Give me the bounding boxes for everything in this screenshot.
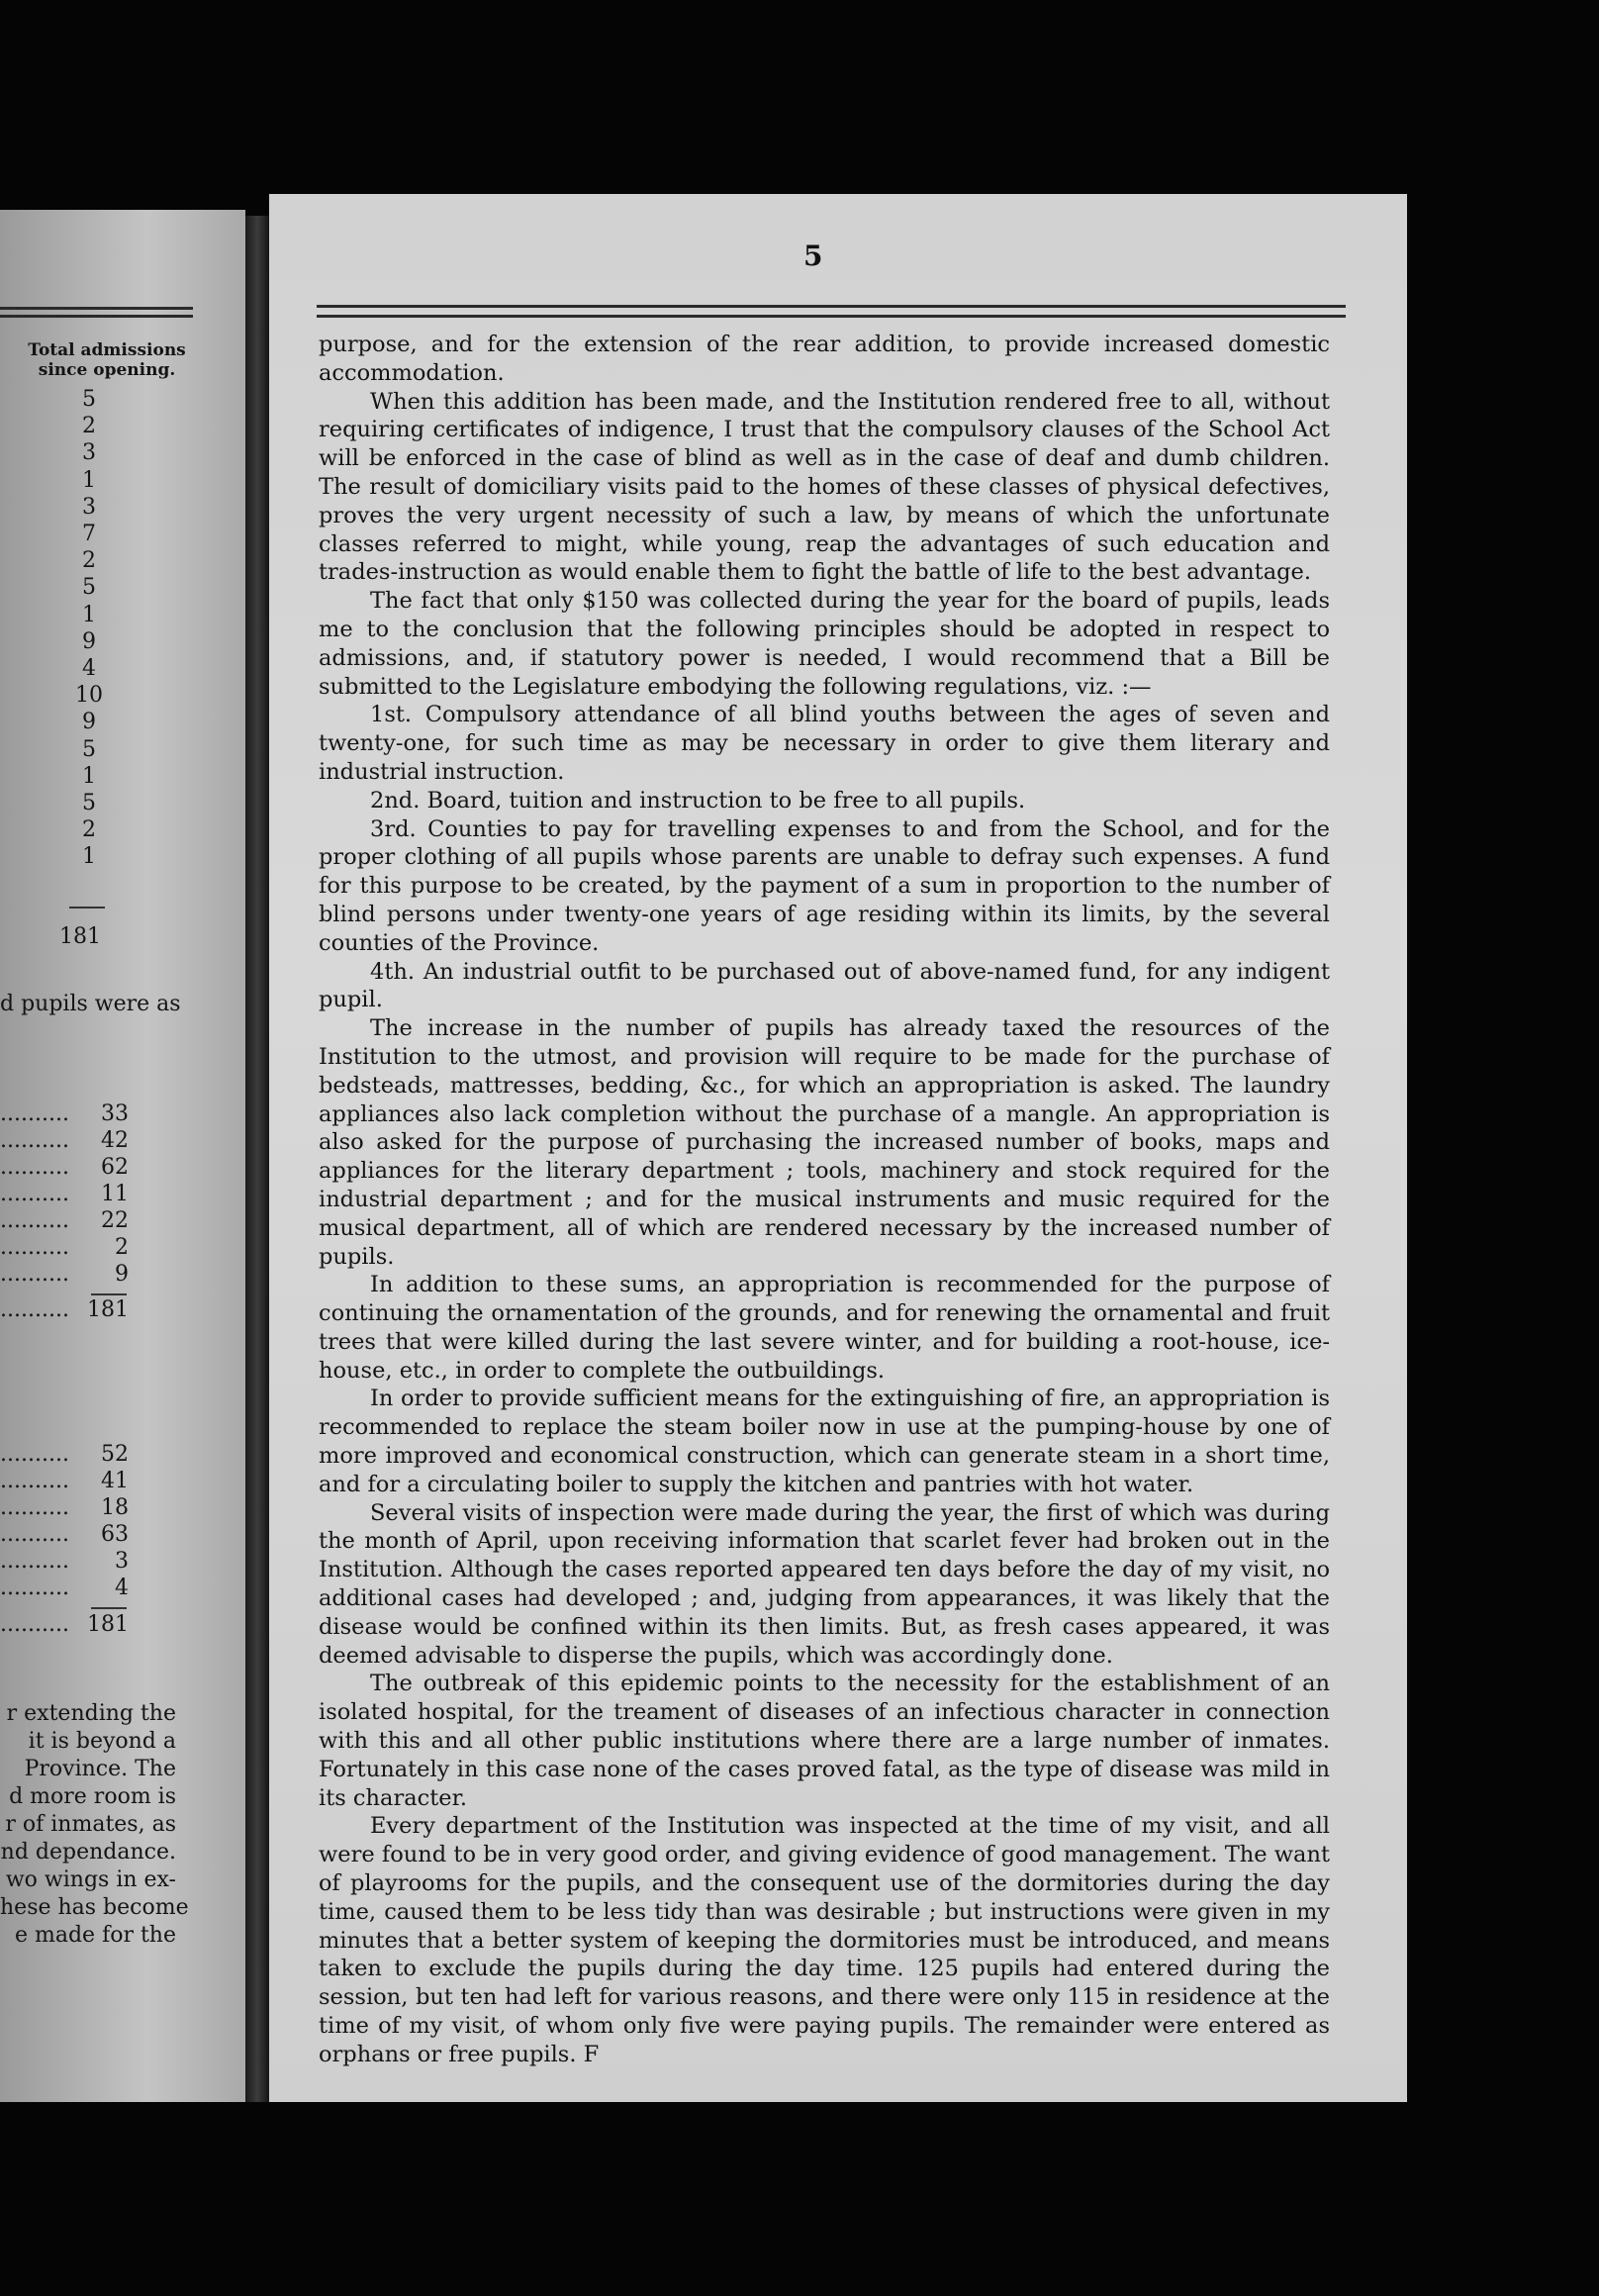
number-cell: 1 [82, 602, 96, 627]
number-cell: 5 [82, 791, 96, 816]
paragraph: The outbreak of this epidemic points to the necessity for the establishment of an isolated hospital, for the treament of diseases of an infectious character in connection with this and all other public institutions where there are a large number of inmates. Fortunately in this case none of the cases proved fatal, as the type of disease was mild in its character. [319, 1671, 1330, 1811]
left-text-fragment: r of inmates, as [5, 1812, 176, 1837]
left-header-rule [0, 315, 193, 318]
paragraph: The increase in the number of pupils has already taxed the resources of the Institution to the utmost, and provision will require to be made for the purchase of bedsteads, mattresses, bedding, &c., for which an appropriation is asked. The laundry appliances also lack completion without the purchase of a mangle. An appropriation is also asked for the purpose of purchasing the increased number of books, maps and appliances for the literary department ; tools, machinery and stock required for the industrial department ; and for the musical instruments and music required for the musical department, all of which are rendered necessary by the increased number of pupils. [319, 1015, 1330, 1270]
number-cell: 5 [82, 736, 96, 762]
left-text-fragment: nd dependance. [0, 1840, 176, 1865]
page-number: 5 [803, 239, 823, 272]
left-text-fragment: d more room is [9, 1784, 176, 1809]
paragraph: 3rd. Counties to pay for travelling expenses to and from the School, and for the proper clothing of all pupils whose parents are unable to defray such expenses. A fund for this purpose to be created, by the payment of a sum in proportion to the number of blind persons under twenty-one years of age residing within its limits, by the several counties of the Province. [319, 815, 1330, 956]
number-cell: 1 [82, 844, 96, 870]
left-text-fragment: it is beyond a [28, 1729, 176, 1754]
paragraph: 4th. An industrial outfit to be purchased out of above-named fund, for any indigent pupil. [319, 958, 1330, 1013]
number-cell: 7 [82, 522, 96, 547]
sum-line [69, 907, 105, 909]
number-cell: 2 [82, 548, 96, 574]
admissions-total: 181 [59, 924, 101, 949]
report-body-text [319, 331, 1330, 2069]
book-gutter [245, 216, 269, 2102]
paragraph: Every department of the Institution was inspected at the time of my visit, and all were found to be in very good order, and giving evidence of good management. The want of playrooms for the pupils, and the consequent use of the dormitories during the day time, caused them to be less tidy than was desirable ; but instructions were given in my minutes that a better system of keeping the dormitories must be introduced, and means taken to exclude the pupils during the day time. 125 pupils had entered during the session, but ten had left for various reasons, and there were only 115 in residence at the time of my visit, of whom only five were paying pupils. The remainder were entered as orphans or free pupils. F [319, 1813, 1330, 2067]
number-cell: 4 [82, 656, 96, 682]
number-cell: 9 [82, 628, 96, 654]
left-text-fragment: e made for the [14, 1923, 176, 1948]
number-cell: 1 [82, 467, 96, 493]
number-cell: 5 [82, 387, 96, 412]
number-cell: 3 [82, 440, 96, 466]
left-text-fragment: d pupils were as [0, 992, 181, 1016]
header-rule [317, 315, 1346, 318]
left-text-fragment: Province. The [24, 1757, 176, 1781]
left-text-fragment: r extending the [6, 1701, 176, 1726]
left-header-rule [0, 307, 193, 310]
left-text-fragment: hese has become [0, 1895, 189, 1920]
paragraph: 2nd. Board, tuition and instruction to be free to all pupils. [370, 787, 1026, 813]
number-cell: 2 [82, 414, 96, 439]
number-cell: 10 [75, 683, 103, 709]
admissions-column-heading: Total admissions since opening. [28, 340, 186, 380]
paragraph: When this addition has been made, and the Institution rendered free to all, without requiring certificates of indigence, I trust that the compulsory clauses of the School Act will be enforced in the case of blind as well as in the case of deaf and dumb children. The result of domiciliary visits paid to the homes of these classes of physical defectives, proves the very urgent necessity of such a law, by means of which the unfortunate classes referred to might, while young, reap the advantages of such education and trades-instruction as would enable them to fight the battle of life to the best advantage. [319, 388, 1330, 586]
left-page: Total admissions since opening. 5 2 3 1 3 7 2 5 1 9 4 10 9 5 1 5 2 1 181 d pupils were as .......... 33 .......... 42 .......... 62 .......... 11 .......... 22 .......... 2 .......... 9 .......... 181 .......... 52 .......... 41 .......... 18 .......... 63 .......... 3 .......... 4 .......... 181 r extending the it is beyond a Province. The d more room is r of inmates, as nd dependance. wo wings in ex- hese has become e made for the [0, 210, 245, 2102]
number-cell: 2 [82, 817, 96, 843]
number-cell: 9 [82, 710, 96, 735]
paragraph: In order to provide sufficient means for the extinguishing of fire, an appropriation is recommended to replace the steam boiler now in use at the pumping-house by one of more improved and economical construction, which can generate steam in a short time, and for a circulating boiler to supply the kitchen and pantries with hot water. [319, 1386, 1330, 1497]
left-text-fragment: wo wings in ex- [5, 1867, 176, 1892]
paragraph: purpose, and for the extension of the rear addition, to provide increased domestic accommodation. [319, 332, 1330, 386]
paragraph: The fact that only $150 was collected during the year for the board of pupils, leads me to the conclusion that the following principles should be adopted in respect to admissions, and, if statutory power is needed, I would recommend that a Bill be submitted to the Legislature embodying the following regulations, viz. :— [319, 588, 1330, 700]
sum-line [91, 1293, 127, 1295]
paragraph: Several visits of inspection were made during the year, the first of which was during the month of April, upon receiving information that scarlet fever had broken out in the Institution. Although the cases reported appeared ten days before the day of my visit, no additional cases had developed ; and, judging from appearances, it was likely that the disease would be confined within its then limits. But, as fresh cases appeared, it was deemed advisable to disperse the pupils, which was accordingly done. [319, 1499, 1330, 1669]
number-cell: 3 [82, 494, 96, 520]
header-rule [317, 305, 1346, 308]
right-page [269, 194, 1407, 2102]
paragraph: 1st. Compulsory attendance of all blind youths between the ages of seven and twenty-one, for such time as may be necessary in order to give them literary and industrial instruction. [319, 702, 1330, 785]
number-cell: 5 [82, 575, 96, 601]
sum-line [91, 1607, 127, 1609]
number-cell: 1 [82, 763, 96, 789]
admissions-number-list [69, 386, 109, 871]
paragraph: In addition to these sums, an appropriation is recommended for the purpose of continuing the ornamentation of the grounds, and for renewing the ornamental and fruit trees that were killed during the last severe winter, and for building a root-house, ice-house, etc., in order to complete the outbuildings. [319, 1272, 1330, 1384]
